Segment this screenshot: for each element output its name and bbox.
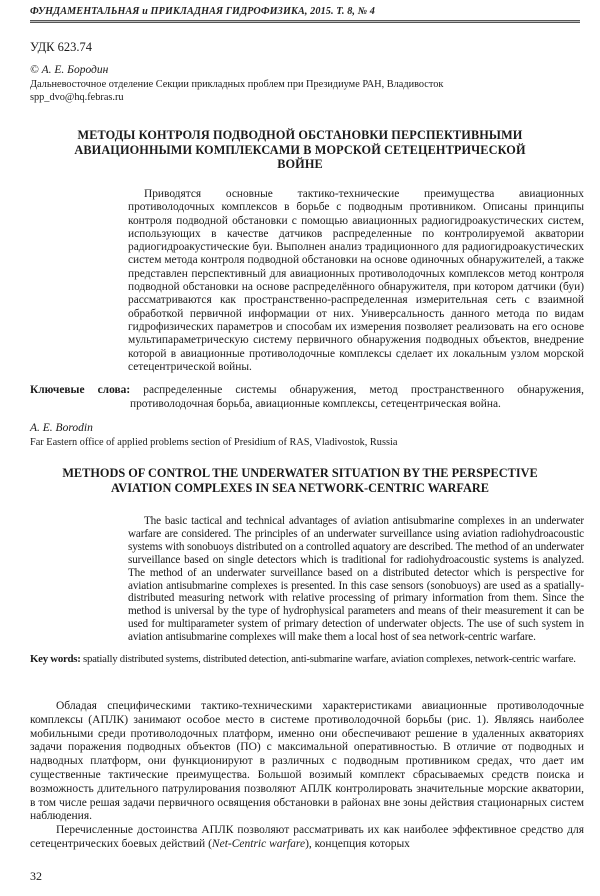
keywords-ru	[30, 383, 584, 411]
keywords-label-en: Key words:	[30, 653, 81, 665]
udk-code: УДК 623.74	[30, 40, 92, 54]
body-paragraph-2	[30, 824, 584, 852]
body-paragraph-2-tail: ), концепция которых	[305, 837, 410, 850]
affiliation-ru: Дальневосточное отделение Секции прикладных проблем при Президиуме РАН, Владивосток	[30, 79, 444, 90]
article-title-ru: МЕТОДЫ КОНТРОЛЯ ПОДВОДНОЙ ОБСТАНОВКИ ПЕРСПЕКТИВНЫМИ АВИАЦИОННЫМИ КОМПЛЕКСАМИ В МОРСКОЙ СЕТЕЦЕНТРИЧЕСКОЙ ВОЙНЕ	[74, 128, 526, 171]
article-title-en: METHODS OF CONTROL THE UNDERWATER SITUATION BY THE PERSPECTIVE AVIATION COMPLEXES IN SEA NETWORK-CENTRIC WARFARE	[62, 466, 538, 495]
body-paragraph-1: Обладая специфическими тактико-техническими характеристиками авиационные противолодочные комплексы (АПЛК) занимают особое место в системе противолодочной борьбы (рис. 1). Являясь наиболее мобильными среди противолодочных платформ, именно они обеспечивают решение в удаленных акваториях задачи поражения подводных объектов (ПО) с максимальной оперативностью. В отличие от подводных и надводных платформ, они функционируют в различных с подводным противником средах, что дает им существенные тактические преимущества. Большой возимый комплект сбрасываемых средств поиска и возможность длительного патрулирования позволяют АПЛК контролировать значительные морские акватории, в том числе решая задачи первичного освящения обстановки в районах вне зоны действия стационарных систем наблюдения.	[30, 700, 584, 823]
body-paragraph-2-text: Перечисленные достоинства АПЛК позволяют рассматривать их как наиболее эффективное средство для сетецентрических боевых действий (	[30, 824, 584, 850]
keywords-list-ru: распределенные системы обнаружения, метод пространственного обнаружения, противолодочная борьба, авиационные комплексы, сетецентрическая война.	[130, 384, 584, 410]
affiliation-en: Far Eastern office of applied problems section of Presidium of RAS, Vladivostok, Russia	[30, 437, 398, 448]
keywords-list-en: spatially distributed systems, distributed detection, anti-submarine warfare, aviation complexes, network-centric warfare.	[83, 653, 576, 665]
header-rule	[30, 20, 580, 23]
running-head: ФУНДАМЕНТАЛЬНАЯ и ПРИКЛАДНАЯ ГИДРОФИЗИКА, 2015. Т. 8, № 4	[30, 6, 375, 17]
page-number: 32	[30, 869, 42, 883]
keywords-en	[30, 653, 584, 667]
abstract-en: The basic tactical and technical advantages of aviation antisubmarine complexes in an underwater warfare are considered. The principles of an underwater surveillance using aviation radiohydroacoustic systems with sonobuoys distributed on a controlled aquatory are described. The method of an underwater surveillance based on single detectors which is traditional for radiohydroacoustic systems is analyzed. The method of an underwater surveillance based on a distributed detector which is perspective for aviation antisubmarine complexes is presented. In this case sensors (sonobuoys) are used as a spatially-distributed measuring network with relative processing of primary information from them. Since the method is universal by the type of hydrophysical parameters and means of their measurement it can be used for multiparameter system of primary detection of underwater objects. The use of such system in aviation antisubmarine complexes will make them a local host of sea network-centric warfare.	[128, 515, 584, 644]
author-en: A. E. Borodin	[30, 422, 93, 434]
abstract-ru: Приводятся основные тактико-технические преимущества авиационных противолодочных комплексов в борьбе с подводным противником. Описаны принципы контроля подводной обстановки с помощью авиационных радиогидроакустических систем, использующих в качестве датчиков распределенные по контролируемой акватории радиогидроакустические буи. Выполнен анализ традиционного для радиогидроакустических систем метода контроля подводной обстановки на основе одиночных обнаружителей, а также представлен перспективный для авиационных противолодочных комплексов метод контроля подводной обстановки на основе распределённого обнаружителя, при котором датчики (буи) рассматриваются как пространственно-распределенная измерительная сеть с взаимной обработкой первичной информации от них. Универсальность данного метода по видам гидрофизических параметров и способам их измерения позволяет реализовать на его основе мультипараметрическую систему первичного обнаружения подводных объектов, внедрение которой в авиационные противолодочные комплексы сделает их локальным узлом морской сетецентрической войны.	[128, 188, 584, 373]
author-email[interactable]: spp_dvo@hq.febras.ru	[30, 92, 124, 103]
author-ru: © А. Е. Бородин	[30, 64, 109, 76]
keywords-label-ru: Ключевые слова:	[30, 384, 131, 396]
term-net-centric: Net-Centric warfare	[211, 837, 306, 850]
body-text	[30, 700, 584, 852]
